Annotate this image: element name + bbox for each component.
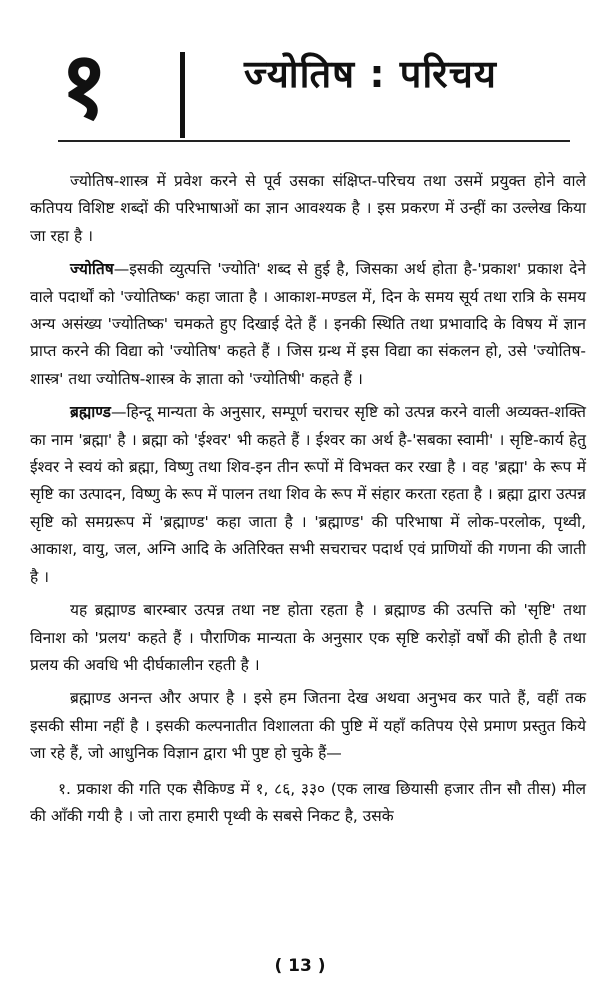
paragraph-text: यह ब्रह्माण्ड बारम्बार उत्पन्न तथा नष्ट होता रहता है । ब्रह्माण्ड की उत्पत्ति को 'सृष्टि' तथा विनाश को 'प्रलय' कहते हैं । पौराणिक मान्यता के अनुसार एक सृष्टि करोड़ों वर्षों की होती है तथा प्रलय की अवधि भी दीर्घकालीन रहती है । — [30, 601, 586, 674]
list-item-text: १. प्रकाश की गति एक सैकिण्ड में १, ८६, ३३० (एक लाख छियासी हजार तीन सौ तीस) मील की आँकी गयी है । जो तारा हमारी पृथ्वी के सबसे निकट है, उसके — [30, 779, 586, 825]
chapter-title: ज्योतिष : परिचय — [244, 52, 497, 96]
paragraph-text: ज्योतिष-शास्त्र में प्रवेश करने से पूर्व उसका संक्षिप्त-परिचय तथा उसमें प्रयुक्त होने वाले कतिपय विशिष्ट शब्दों की परिभाषाओं का ज्ञान आवश्यक है । इस प्रकरण में उन्हीं का उल्लेख किया जा रहा है । — [30, 172, 586, 245]
paragraph-anant — [30, 685, 586, 767]
paragraph-srishti-pralay — [30, 597, 586, 679]
body-text — [30, 168, 586, 836]
heading-vertical-rule — [180, 52, 185, 138]
page-number: ( 13 ) — [274, 956, 326, 976]
chapter-heading — [0, 30, 600, 140]
paragraph-jyotish — [30, 256, 586, 393]
chapter-number: १ — [60, 31, 108, 139]
defined-term: ज्योतिष — [70, 260, 114, 279]
paragraph-text: —हिन्दू मान्यता के अनुसार, सम्पूर्ण चराचर सृष्टि को उत्पन्न करने वाली अव्यक्त-शक्ति का नाम 'ब्रह्मा' है । ब्रह्मा को 'ईश्वर' भी कहते हैं । ईश्वर का अर्थ है-'सबका स्वामी' । सृष्टि-कार्य हेतु ईश्वर ने स्वयं को ब्रह्मा, विष्णु तथा शिव-इन तीन रूपों में विभक्त कर रखा है । वह 'ब्रह्मा' के रूप में सृष्टि का उत्पादन, विष्णु के रूप में पालन तथा शिव के रूप में संहार करता रहता है । ब्रह्मा द्वारा उत्पन्न सृष्टि को समग्ररूप में 'ब्रह्माण्ड' कहा जाता है । 'ब्रह्माण्ड' की परिभाषा में लोक-परलोक, पृथ्वी, आकाश, वायु, जल, अग्नि आदि के अतिरिक्त सभी सचराचर पदार्थ एवं प्राणियों की गणना की जाती है । — [30, 403, 586, 586]
heading-underline — [58, 140, 570, 142]
paragraph-text: —इसकी व्युत्पत्ति 'ज्योति' शब्द से हुई है, जिसका अर्थ होता है-'प्रकाश' प्रकाश देने वाले पदार्थों को 'ज्योतिष्क' कहा जाता है । आकाश-मण्डल में, दिन के समय सूर्य तथा रात्रि के समय अन्य असंख्य 'ज्योतिष्क' चमकते हुए दिखाई देते हैं । इनकी स्थिति तथा प्रभावादि के विषय में ज्ञान प्राप्त करने की विद्या को 'ज्योतिष' कहते हैं । जिस ग्रन्थ में इस विद्या का संकलन हो, उसे 'ज्योतिष-शास्त्र' तथा ज्योतिष-शास्त्र के ज्ञाता को 'ज्योतिषी' कहते हैं । — [30, 260, 586, 388]
paragraph-text: ब्रह्माण्ड अनन्त और अपार है । इसे हम जितना देख अथवा अनुभव कर पाते हैं, वहीं तक इसकी सीमा नहीं है । इसकी कल्पनातीत विशालता की पुष्टि में यहाँ कतिपय ऐसे प्रमाण प्रस्तुत किये जा रहे हैं, जो आधुनिक विज्ञान द्वारा भी पुष्ट हो चुके हैं— — [30, 689, 586, 763]
paragraph-brahmand — [30, 399, 586, 591]
paragraph-intro — [30, 168, 586, 250]
list-item-1 — [30, 776, 586, 831]
defined-term: ब्रह्माण्ड — [70, 403, 111, 422]
